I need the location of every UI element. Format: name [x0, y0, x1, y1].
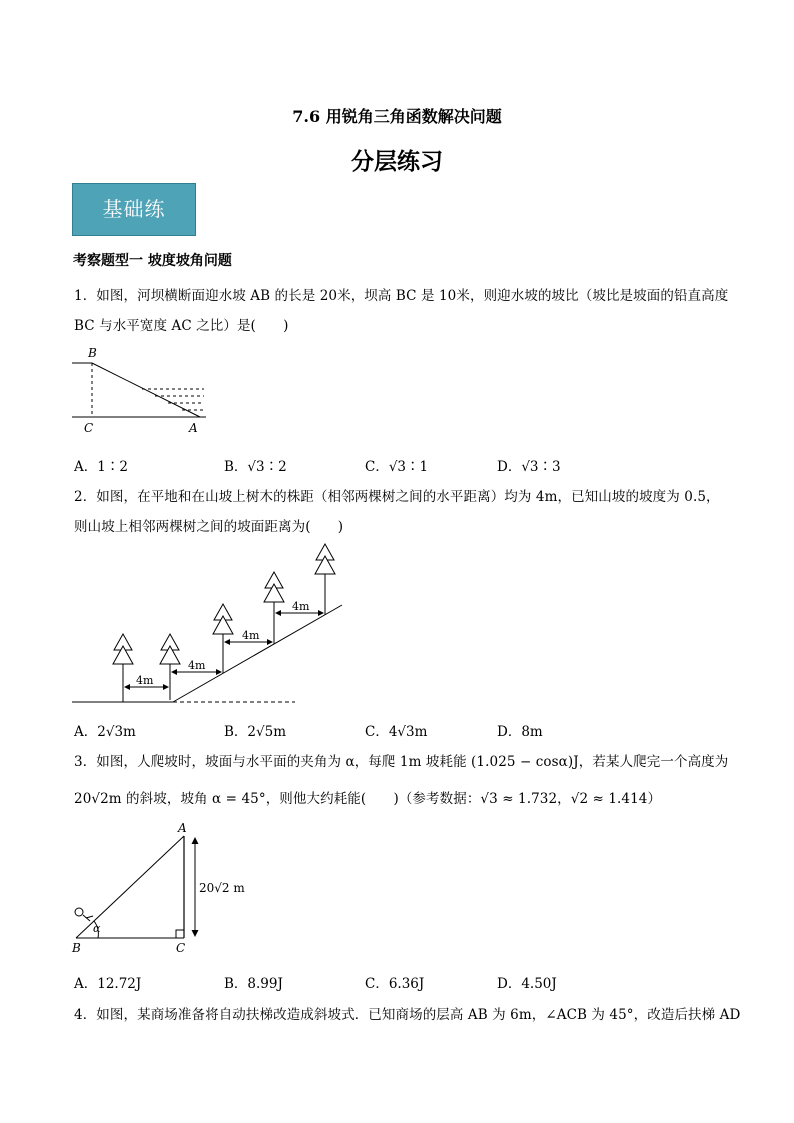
q2-figure [70, 542, 350, 707]
q1-option-c[interactable]: C．√3∶1 [365, 459, 429, 475]
tree-2 [160, 634, 180, 700]
page-subtitle: 分层练习 [351, 148, 443, 175]
distance-label-2: 4m [188, 659, 206, 672]
q1-option-d[interactable]: D．√3∶3 [497, 459, 561, 475]
label-c: C [176, 941, 186, 955]
hill-slope [173, 605, 342, 702]
q3-text-line2: 20√2m 的斜坡，坡角 α = 45°，则他大约耗能( )（参考数据：√3 ≈ 1.732，√2 ≈ 1.414） [74, 791, 662, 807]
distance-label-4: 4m [292, 600, 310, 613]
q4-text-line1: 4．如图，某商场准备将自动扶梯改造成斜坡式．已知商场的层高 AB 为 6m，∠ACB 为 45°，改造后扶梯 AD [74, 1007, 741, 1023]
page-title: 7.6 用锐角三角函数解决问题 [292, 107, 502, 126]
q2-option-b[interactable]: B．2√5m [224, 724, 287, 740]
section-heading: 考察题型一 坡度坡角问题 [73, 253, 232, 269]
q1-option-b[interactable]: B．√3∶2 [224, 459, 287, 475]
tree-3 [213, 604, 233, 673]
q3-option-a[interactable]: A．12.72J [74, 976, 142, 992]
label-a: A [178, 821, 187, 835]
q1-text-line1: 1．如图，河坝横断面迎水坡 AB 的长是 20米，坝高 BC 是 10米，则迎水坡的坡比（坡比是坡面的铅直高度 [74, 288, 729, 304]
label-b: B [88, 346, 97, 360]
climber-icon [75, 908, 93, 921]
tree-1 [113, 634, 133, 702]
right-angle-mark [176, 930, 184, 938]
q3-text-line1: 3．如图，人爬坡时，坡面与水平面的夹角为 α，每爬 1m 坡耗能 (1.025 − cosα)J，若某人爬完一个高度为 [74, 754, 729, 770]
label-b: B [72, 941, 81, 955]
height-label: 20√2 m [199, 881, 245, 895]
label-c: C [84, 421, 94, 435]
q2-option-c[interactable]: C．4√3m [365, 724, 428, 740]
distance-label-1: 4m [136, 674, 154, 687]
label-alpha: α [93, 922, 101, 935]
q2-option-a[interactable]: A．2√3m [74, 724, 136, 740]
q2-option-d[interactable]: D．8m [497, 724, 543, 740]
label-a: A [189, 421, 198, 435]
q3-option-c[interactable]: C．6.36J [365, 976, 425, 992]
q3-figure [68, 820, 258, 960]
tree-5 [315, 544, 335, 615]
q1-option-a[interactable]: A．1∶2 [74, 459, 128, 475]
q1-figure [70, 343, 220, 438]
dam-slope-line [92, 363, 200, 417]
q2-text-line2: 则山坡上相邻两棵树之间的坡面距离为( ) [74, 519, 344, 535]
q2-text-line1: 2．如图，在平地和在山坡上树木的株距（相邻两棵树之间的水平距离）均为 4m，已知山坡的坡度为 0.5， [74, 489, 720, 505]
q1-text-line2: BC 与水平宽度 AC 之比）是( ) [74, 318, 289, 334]
distance-label-3: 4m [242, 629, 260, 642]
tree-4 [264, 572, 284, 644]
q3-option-b[interactable]: B．8.99J [224, 976, 283, 992]
level-badge: 基础练 [72, 183, 196, 236]
q3-option-d[interactable]: D．4.50J [497, 976, 557, 992]
